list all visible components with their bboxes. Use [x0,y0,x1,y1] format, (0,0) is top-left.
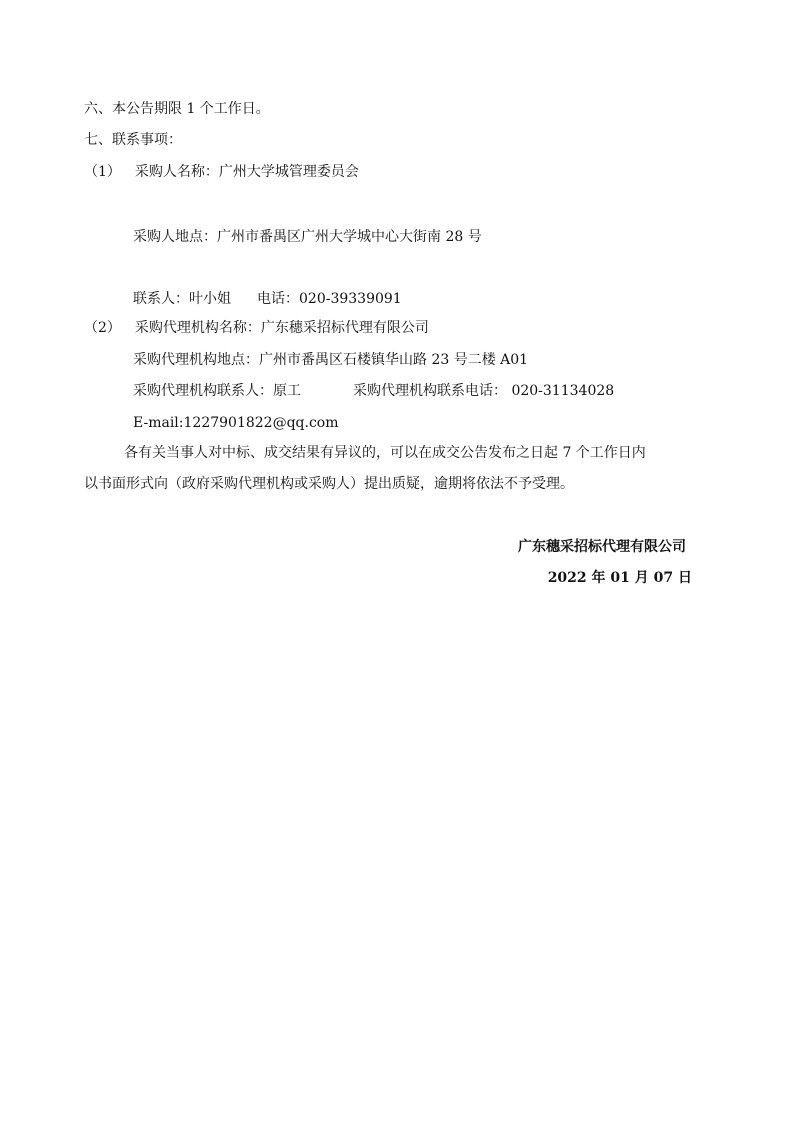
agency-address: 采购代理机构地点：广州市番禺区石楼镇华山路 23 号二楼 A01 [133,352,529,368]
purchaser-contact: 联系人：叶小姐 [133,291,231,307]
agency-index: （2） [84,320,121,336]
purchaser-name: 采购人名称：广州大学城管理委员会 [134,164,359,180]
purchaser-address: 采购人地点：广州市番禺区广州大学城中心大街南 28 号 [133,229,482,245]
signature-company: 广东穗采招标代理有限公司 [518,539,686,555]
agency-name: 采购代理机构名称：广东穗采招标代理有限公司 [134,320,429,336]
agency-contact: 采购代理机构联系人：原工 [133,383,301,399]
agency-contact-row [133,381,614,401]
agency-name-row [84,318,429,338]
signature-date: 2022 年 01 月 07 日 [547,570,692,586]
purchaser-index: （1） [84,164,121,180]
notice-line-2: 以书面形式向（政府采购代理机构或采购人）提出质疑，逾期将依法不予受理。 [84,476,574,492]
notice-line-1: 各有关当事人对中标、成交结果有异议的，可以在成交公告发布之日起 7 个工作日内 [124,445,646,461]
purchaser-name-row [84,162,359,182]
section7-heading: 七、联系事项： [84,132,182,148]
purchaser-phone: 电话：020-39339091 [257,291,402,307]
section6-text: 六、本公告期限 1 个工作日。 [84,101,270,117]
agency-phone: 采购代理机构联系电话： 020-31134028 [353,383,615,399]
agency-email: E-mail:1227901822@qq.com [133,415,339,431]
purchaser-contact-row [133,289,402,309]
